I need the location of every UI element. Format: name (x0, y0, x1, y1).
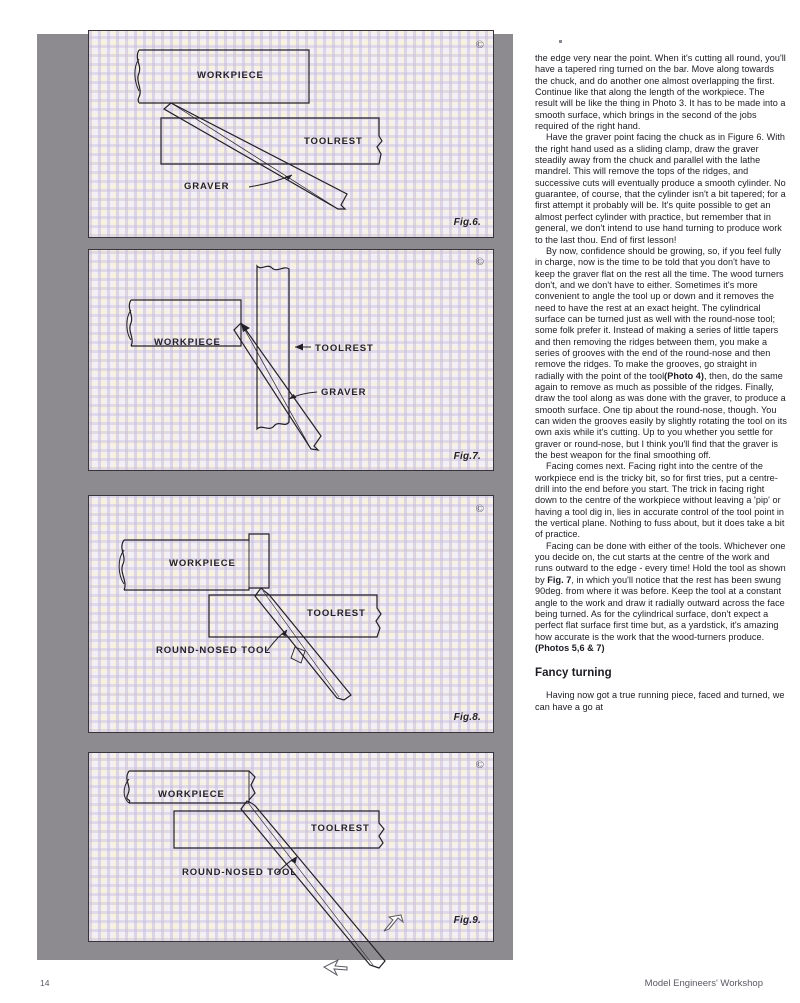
figure-8-svg (89, 496, 493, 732)
figure-7-label-graver: GRAVER (321, 387, 367, 398)
figure-6-svg (89, 31, 493, 237)
figure-7-label-workpiece: WORKPIECE (154, 337, 221, 348)
figure-9-label-round-nosed-tool: ROUND-NOSED TOOL (182, 867, 298, 878)
figure-8-label-round-nosed-tool: ROUND-NOSED TOOL (156, 645, 272, 656)
copyright-icon: © (475, 256, 484, 268)
copyright-icon: © (475, 759, 484, 771)
figure-6-label-toolrest: TOOLREST (304, 136, 363, 147)
figure-8-drawing (89, 496, 493, 732)
figure-9-label-workpiece: WORKPIECE (158, 789, 225, 800)
figure-7-caption: Fig.7. (453, 451, 481, 462)
article-paragraph-5a: Facing can be done with either of the tools. Whichever one you decide on, the cut starts at the centre of the work and runs outward to the edge - every time! Hold the tool as shown by (535, 540, 786, 585)
page-number: 14 (40, 978, 50, 988)
article-text-column (535, 53, 787, 713)
figure-7-svg (89, 250, 493, 470)
fig-7-reference: Fig. 7 (547, 574, 572, 585)
article-paragraph-3 (535, 246, 787, 462)
figure-9-label-toolrest: TOOLREST (311, 823, 370, 834)
figure-7-label-toolrest: TOOLREST (315, 343, 374, 354)
article-paragraph-6: Having now got a true running piece, faced and turned, we can have a go at (535, 690, 785, 712)
article-paragraph-4: Facing comes next. Facing right into the centre of the workpiece end is the tricky bit, so for first tries, put a centre-drill into the end before you start. The trick in facing right down to the centre of the workpiece without leaving a 'pip' or having a tool dig in, lies in accurate control of the tool point in the vertical plane. Nothing to fuss about, but it does take a bit of practice. (535, 461, 785, 540)
figure-7-panel (88, 249, 494, 471)
copyright-icon: © (475, 39, 484, 51)
photos-567-reference: (Photos 5,6 & 7) (535, 642, 605, 653)
figure-7-drawing (89, 250, 493, 470)
figure-9-drawing (89, 753, 493, 941)
publication-name: Model Engineers' Workshop (644, 978, 763, 989)
article-paragraph-5b: , in which you'll notice that the rest has been swung 90deg. from where it was before. Keep the tool at a constant angle to the work and draw it radially outward across the face being turned. As for the cylindrical surface, don't expect a perfect flat surface first time but, as a yardstick, it's amazing how accurate is the work that the wood-turners produce. (535, 574, 785, 642)
article-paragraph-1: the edge very near the point. When it's cutting all round, you'll have a tapered ring turned on the bar. Move along towards the chuck, and do another one almost overlapping the first. Continue like that along the length of the workpiece. The result will be like the thing in Photo 3. It has to be made into a smooth surface, which brings in the second of the jobs required of the right hand. (535, 53, 786, 132)
figure-9-svg (89, 753, 493, 1003)
article-paragraph-2: Have the graver point facing the chuck as in Figure 6. With the right hand used as a sliding clamp, draw the graver steadily away from the chuck and parallel with the lathe mandrel. This will remove the tops of the ridges, and successive cuts will eventually produce a smooth cylinder. No guarantee, of course, that the cylinder isn't a bit tapered; for a first attempt it probably will be. It's quite possible to get an almost perfect cylinder with practice, but remember that in general, we don't intend to use hand turning to produce work to the last thou. End of first lesson! (535, 132, 786, 245)
figure-6-label-workpiece: WORKPIECE (197, 70, 264, 81)
figure-9-panel (88, 752, 494, 942)
figure-8-label-toolrest: TOOLREST (307, 608, 366, 619)
figure-8-caption: Fig.8. (453, 712, 481, 723)
figure-6-caption: Fig.6. (453, 217, 481, 228)
figure-8-panel (88, 495, 494, 733)
figure-8-label-workpiece: WORKPIECE (169, 558, 236, 569)
article-paragraph-3a: By now, confidence should be growing, so, if you feel fully in charge, now is the time to be told that you don't have to keep the graver flat on the rest all the time. The wood turners don't, and we don't have to either. Sometimes it's more convenient to angle the tool up or down and it removes the need to have the rest at an exact height. The cylindrical surface can be turned just as well with the round-nose tool; some folk prefer it. Instead of making a series of little tapers and then removing the ridges between them, you make a series of grooves with the end of the round-nose and then remove the ridges. To make the grooves, go straight in radially with the point of the tool (535, 245, 784, 381)
figure-6-panel (88, 30, 494, 238)
copyright-icon: © (475, 503, 484, 515)
scan-artifact (559, 40, 562, 43)
section-subheading: Fancy turning (535, 667, 612, 680)
article-paragraph-5 (535, 541, 787, 654)
figure-6-drawing (89, 31, 493, 237)
photo-4-reference: (Photo 4) (664, 370, 704, 381)
article-paragraph-3b: , then, do the same again to remove as much as possible of the ridges. Finally, draw the tool along as was done with the graver, to produce a smooth surface. One tip about the round-nose, though. You can widen the grooves easily by slightly rotating the tool on its own axis while it's cutting. Up to you whether you settle for graver or round-nose, but I think you'll find that the graver is the best weapon for the final smoothing off. (535, 370, 787, 461)
figure-6-label-graver: GRAVER (184, 181, 230, 192)
figure-9-caption: Fig.9. (453, 915, 481, 926)
